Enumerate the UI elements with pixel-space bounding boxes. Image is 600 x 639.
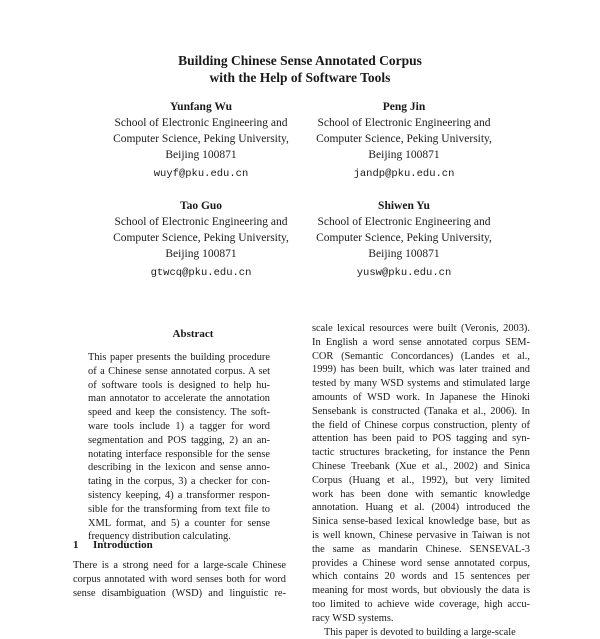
author-affiliation: Computer Science, Peking University,: [113, 133, 289, 145]
intro-line: corpus annotated with word senses both for word: [73, 573, 286, 585]
body-line: which contains 20 words and 15 sentences per: [312, 571, 530, 583]
body-line: meaning for most words, but obviously the data is: [312, 585, 530, 597]
paper-title: [0, 52, 600, 86]
abstract-line: sible for the transforming from text file to: [88, 503, 270, 515]
author-email[interactable]: wuyf@pku.edu.cn: [153, 168, 249, 180]
author-name: Shiwen Yu: [378, 200, 430, 212]
author-affiliation: Beijing 100871: [368, 149, 440, 161]
author-affiliation: Beijing 100871: [165, 248, 237, 260]
abstract-line: segmentation and POS tagging, 2) an an-: [88, 434, 270, 446]
body-line: This paper is devoted to building a large-scale: [324, 626, 516, 638]
abstract-line: sistency keeping, 4) a transformer respon-: [88, 489, 270, 501]
body-line: work has been done with semantic knowledge: [312, 488, 530, 500]
author-affiliation: Computer Science, Peking University,: [316, 133, 492, 145]
abstract-line: tating in the corpus, 3) a checker for con-: [88, 476, 270, 488]
abstract-line: of a Chinese sense annotated corpus. A set: [88, 365, 270, 377]
body-line: tactic structures bracketing, for instance the Penn: [312, 447, 530, 459]
body-line: tested by many WSD systems and stimulated large: [312, 378, 530, 390]
body-line: In English a word sense annotated corpus SEM-: [312, 336, 530, 348]
body-line: too limited to achieve wide coverage, high accu-: [312, 598, 530, 610]
body-line: COR (Semantic Concordances) (Landes et al.,: [312, 350, 530, 362]
abstract-line: speed and keep the consistency. The soft-: [88, 407, 270, 419]
abstract-line: of software tools is designed to help hu-: [88, 379, 270, 391]
abstract-line: XML format, and 5) a counter for sense: [88, 517, 270, 529]
author-affiliation: Computer Science, Peking University,: [316, 232, 492, 244]
intro-line: There is a strong need for a large-scale Chinese: [73, 560, 286, 571]
author-block: [299, 99, 509, 182]
intro-body: [73, 559, 286, 600]
body-line: Corpus (Huang et al., 1992), but very limited: [312, 474, 530, 486]
author-email[interactable]: gtwcq@pku.edu.cn: [150, 267, 252, 279]
author-name: Yunfang Wu: [169, 101, 233, 113]
right-column-body: [312, 322, 530, 639]
author-email[interactable]: jandp@pku.edu.cn: [353, 168, 455, 180]
body-line: 1999) has been built, which was later trained and: [312, 364, 530, 376]
title-line-2: with the Help of Software Tools: [209, 70, 391, 85]
body-line: racy WSD systems.: [312, 612, 394, 624]
abstract-line: notating interface responsible for the sense: [88, 448, 270, 460]
author-affiliation: School of Electronic Engineering and: [317, 216, 491, 228]
section-title: Introduction: [93, 539, 153, 551]
author-email[interactable]: yusw@pku.edu.cn: [356, 267, 452, 279]
author-affiliation: Beijing 100871: [368, 248, 440, 260]
author-affiliation: Beijing 100871: [165, 149, 237, 161]
author-block: [96, 99, 306, 182]
section-number: 1: [73, 539, 79, 551]
author-affiliation: School of Electronic Engineering and: [114, 117, 288, 129]
abstract-line: This paper presents the building procedure: [88, 352, 270, 363]
body-line: attention has been paid to POS tagging and syn-: [312, 433, 530, 445]
section-heading: [73, 539, 153, 551]
author-name: Tao Guo: [179, 200, 223, 212]
body-line: the same as mandarin Chinese. SENSEVAL-3: [312, 543, 530, 555]
abstract-heading: Abstract: [172, 328, 214, 340]
abstract-line: frequency distribution calculating.: [88, 531, 231, 543]
intro-line: sense disambiguation (WSD) and linguistic re-: [73, 587, 286, 599]
abstract-line: man annotator to accelerate the annotation: [88, 393, 270, 405]
author-affiliation: School of Electronic Engineering and: [317, 117, 491, 129]
title-line-1: Building Chinese Sense Annotated Corpus: [178, 53, 422, 68]
body-line: Chinese Treebank (Xue et al., 2002) and Sinica: [312, 460, 530, 472]
body-line: Sensebank is constructed (Tanaka et al., 2006). In: [312, 405, 530, 417]
author-block: [96, 198, 306, 281]
abstract-line: ware tools include 1) a tagger for word: [88, 420, 270, 432]
abstract-line: describing in the lexicon and sense anno-: [88, 462, 270, 474]
body-line: Sinica sense-based lexical knowledge base, but as: [312, 516, 530, 528]
body-line: provides a Chinese word sense annotated corpus,: [312, 557, 530, 569]
author-name: Peng Jin: [382, 101, 426, 113]
author-block: [299, 198, 509, 281]
author-affiliation: School of Electronic Engineering and: [114, 216, 288, 228]
body-line: the field of Chinese corpus construction, plenty of: [312, 419, 530, 431]
author-affiliation: Computer Science, Peking University,: [113, 232, 289, 244]
body-line: is well known, Chinese pervasive in Taiwan is not: [312, 529, 530, 541]
abstract-body: [88, 351, 270, 544]
body-line: amounts of WSD work. In Japanese the Hinoki: [312, 391, 530, 403]
body-line: scale lexical resources were built (Veronis, 2003).: [312, 323, 530, 334]
body-line: annotation. Huang et al. (2004) introduced the: [312, 502, 530, 514]
